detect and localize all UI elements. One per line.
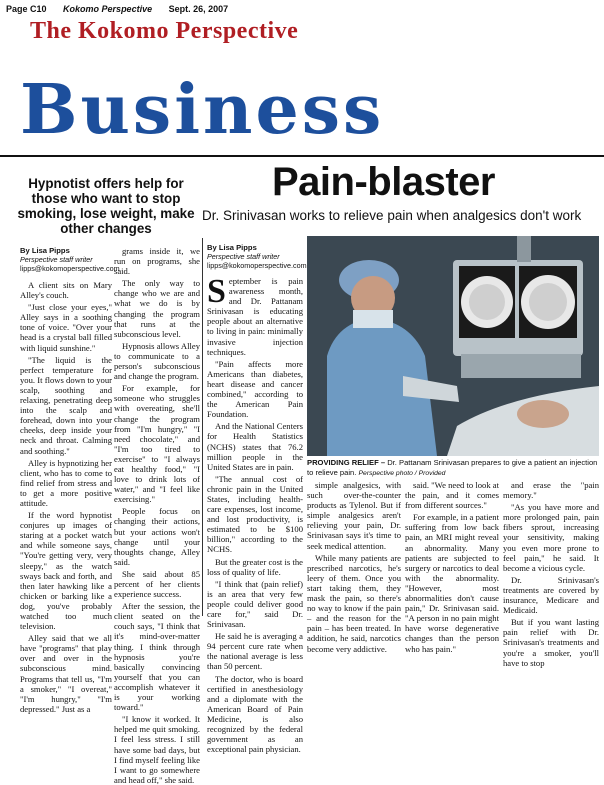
- paragraph: A client sits on Mary Alley's couch.: [20, 280, 112, 301]
- paragraph: "I know it worked. It helped me quit smoking. I feel less stress. I still have some bad days, but I find myself feeling like I want to go somewhere and head off," she said.: [114, 714, 200, 785]
- byline-role: Perspective staff writer: [20, 255, 93, 264]
- paragraph: Hypnosis allows Alley to communicate to a person's subconscious and change the program.: [114, 340, 200, 382]
- paragraph: "I think that (pain relief) is an area that very few people could deliver good care for," said Dr. Srinivasan.: [207, 578, 303, 630]
- main-headline: Pain-blaster: [272, 160, 495, 204]
- right-column-4: [503, 480, 599, 668]
- paragraph: "Pain affects more Americans than diabetes, heart disease and cancer combined," according to the American Pain Foundation.: [207, 358, 303, 420]
- photo-illustration: [307, 236, 599, 456]
- paragraph: The doctor, who is board certified in anesthesiology and a diplomate with the American Board of Pain Medicine, is also recognized by the federal government as an exceptional pain physician.: [207, 673, 303, 755]
- paragraph: September is pain awareness month, and Dr. Pattanam Srinivasan is educating people about an alternative to living in pain: minimally invasive injection techniques.: [207, 273, 303, 357]
- paragraph: And the National Centers for Health Statistics (NCHS) states that 76.2 million people in the United States are in pain.: [207, 421, 303, 472]
- left-column-1: [20, 280, 112, 714]
- paragraph: She said about 85 percent of her clients experience success.: [114, 568, 200, 600]
- doctor-photo: [307, 236, 599, 456]
- left-headline: Hypnotist offers help for those who want to stop smoking, lose weight, make other changes: [17, 176, 195, 236]
- publication-name: Kokomo Perspective: [63, 4, 153, 14]
- paragraph: "The annual cost of chronic pain in the United States, including health-care expenses, lost income, and lost productivity, is estimated to be $100 billion," according to the NCHS.: [207, 473, 303, 555]
- paragraph: said. "We need to look at the pain, and it comes from different sources.": [405, 480, 499, 511]
- paragraph: While many patients are prescribed narcotics, he's leery of them. Once you start taking them, they mask the pain, so there's no way to know if the pain – and the reason for the pain – has been treated. In addition, he said, narcotics become very addictive.: [307, 552, 401, 654]
- left-byline: [20, 246, 120, 273]
- paragraph: He said he is averaging a 94 percent cure rate when the national average is less than 50 percent.: [207, 631, 303, 672]
- top-rule: [0, 155, 604, 157]
- byline-email: lipps@kokomoperspective.com: [207, 261, 307, 270]
- left-column-2: [114, 246, 200, 785]
- paragraph: The only way to change who we are and what we do is by changing the program that runs at the subconscious level.: [114, 278, 200, 339]
- caption-text: Dr. Pattanam Srinivasan prepares to give a patient an injection to relieve pain.: [307, 458, 598, 477]
- column-divider: [202, 238, 203, 616]
- paragraph: "As you have more and more prolonged pain, pain fibers sprout, increasing your sensitivity, making you even more prone to feel pain," he said. It become a vicious cycle.: [503, 502, 599, 573]
- byline-email: lipps@kokomoperspective.com: [20, 264, 120, 273]
- caption-label: PROVIDING RELIEF –: [307, 458, 386, 467]
- photo-caption: [307, 458, 599, 478]
- paragraph: "The liquid is the perfect temperature for you. It flows down to your scalp, soothing and relaxing, penetrating deep into the scalp and forehead, down into your cheeks, deep inside your neck and throat. Calming and soothing.": [20, 354, 112, 456]
- page-info: [6, 4, 242, 14]
- paragraph: If the word hypnotist conjures up images of staring at a pocket watch and while someone says, "You're getting very, very sleepy," as the watch sways back and forth, and then later hawking like a chicken or barking like a dog, you've probably watched too much television.: [20, 510, 112, 632]
- paragraph: People focus on changing their actions, but your actions won't change until your thoughts change, Alley said.: [114, 506, 200, 567]
- byline-role: Perspective staff writer: [207, 252, 280, 261]
- paragraph: Alley said that we all have "programs" that play over and over in the subconscious mind. Programs that tell us, "I'm a smoker," "I overeat," "I'm hungry," "I'm depressed." Just as a: [20, 633, 112, 714]
- paragraph: But the greater cost is the loss of quality of life.: [207, 556, 303, 577]
- section-title: Business: [20, 70, 385, 150]
- paragraph: "Just close your eyes," Alley says in a soothing tone of voice. "Over your head is a crystal ball filled with liquid sunshine.": [20, 302, 112, 353]
- right-column-3: [405, 480, 499, 654]
- right-column-2: [307, 480, 401, 654]
- paragraph: For example, for someone who struggles with overeating, she'll change the program from "I'm hungry," "I need chocolate," and "I'm too tired to exercise" to "I always eat healthy food," "I love to drink lots of water," and "I feel like exercising.": [114, 383, 200, 505]
- paragraph: and erase the "pain memory.": [503, 480, 599, 501]
- paragraph: But if you want lasting pain relief with Dr. Srinivasan's treatments and you're a smoker, you'll have to stop: [503, 617, 599, 668]
- sub-headline: Dr. Srinivasan works to relieve pain when analgesics don't work: [202, 208, 582, 223]
- paragraph: simple analgesics, with such over-the-counter products as Tylenol. But if simple analgesics aren't relieving your pain, Dr. Srinivasan says it's time to seek medical attention.: [307, 480, 401, 551]
- paragraph: Alley is hypnotizing her client, who has to come to find relief from stress and to get a more positive attitude.: [20, 457, 112, 508]
- drop-cap: S: [207, 273, 226, 310]
- paragraph: For example, in a patient suffering from low back pain, an MRI might reveal an abnormality. Many patients are subjected to surgery or narcotics to deal with the abnormality. "However, most abnormalities don't cause pain," Dr. Srinivasan said. "A person in no pain might have worse degenerative changes than the person who has pain.": [405, 512, 499, 654]
- right-column-1: [207, 273, 303, 755]
- paragraph: After the session, the client seated on the couch says, "I think that it's mind-over-matter thing. I think through hypnosis you're basically convincing yourself that you can accomplish whatever it is your working toward.": [114, 601, 200, 713]
- byline-name: By Lisa Pipps: [20, 246, 70, 255]
- byline-name: By Lisa Pipps: [207, 243, 257, 252]
- issue-date: Sept. 26, 2007: [168, 4, 229, 14]
- paragraph: grams inside it, we run on programs, she said.: [114, 246, 200, 277]
- masthead: The Kokomo Perspective: [30, 18, 299, 44]
- paragraph: Dr. Srinivasan's treatments are covered by insurance, Medicare and Medicaid.: [503, 574, 599, 616]
- photo-credit: Perspective photo / Provided: [358, 469, 446, 477]
- page-number: Page C10: [6, 4, 47, 14]
- right-byline: [207, 243, 307, 270]
